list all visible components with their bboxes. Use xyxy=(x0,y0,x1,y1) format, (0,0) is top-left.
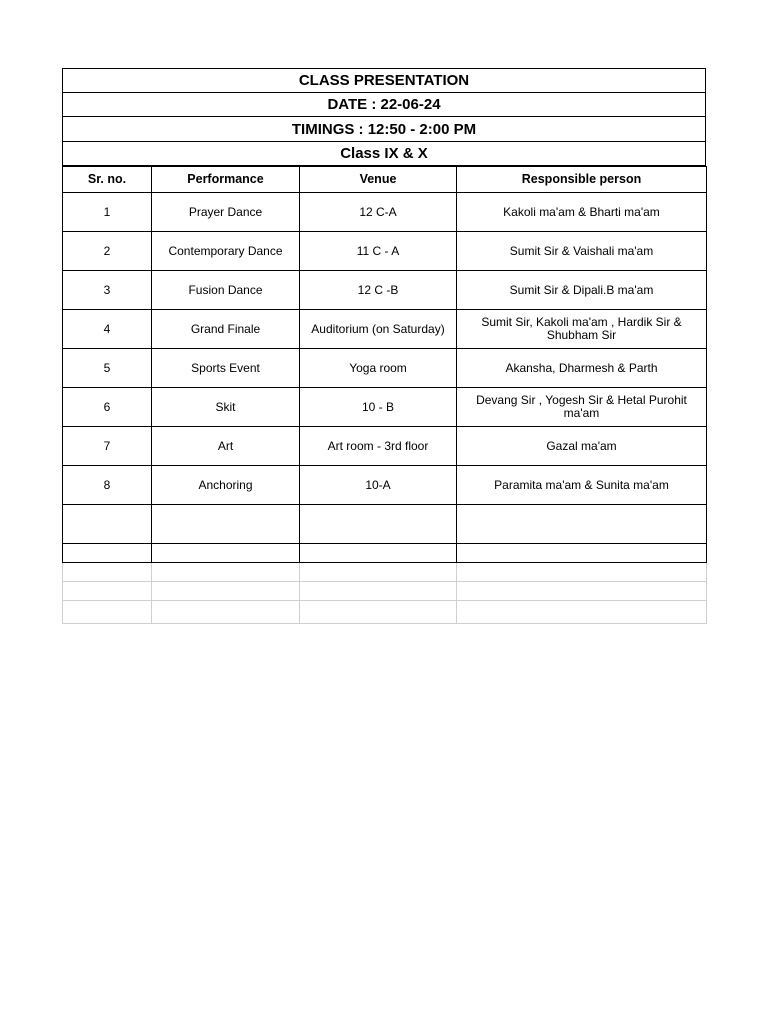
cell-sr-no: 6 xyxy=(63,388,152,427)
cell-responsible-person: Paramita ma'am & Sunita ma'am xyxy=(457,466,707,505)
empty-cell xyxy=(457,544,707,563)
cell-performance: Skit xyxy=(152,388,300,427)
grid-cell xyxy=(152,563,300,582)
cell-venue: 12 C-A xyxy=(300,193,457,232)
cell-performance: Anchoring xyxy=(152,466,300,505)
grid-cell xyxy=(300,601,457,624)
empty-row xyxy=(63,544,707,563)
grid-cell xyxy=(300,563,457,582)
col-header-sr-no: Sr. no. xyxy=(63,167,152,193)
cell-sr-no: 4 xyxy=(63,310,152,349)
cell-responsible-person: Sumit Sir & Dipali.B ma'am xyxy=(457,271,707,310)
grid-cell xyxy=(457,582,707,601)
col-header-performance: Performance xyxy=(152,167,300,193)
empty-cell xyxy=(152,544,300,563)
empty-cell xyxy=(457,505,707,544)
grid-cell xyxy=(152,601,300,624)
empty-cell xyxy=(300,544,457,563)
cell-venue: Yoga room xyxy=(300,349,457,388)
cell-venue: 12 C -B xyxy=(300,271,457,310)
cell-performance: Contemporary Dance xyxy=(152,232,300,271)
schedule-sheet xyxy=(62,68,706,624)
gridline-row xyxy=(63,601,707,624)
grid-cell xyxy=(152,582,300,601)
col-header-venue: Venue xyxy=(300,167,457,193)
sheet-title: CLASS PRESENTATION xyxy=(62,68,706,93)
cell-responsible-person: Gazal ma'am xyxy=(457,427,707,466)
date-line: DATE : 22-06-24 xyxy=(62,93,706,117)
grid-cell xyxy=(63,563,152,582)
empty-cell xyxy=(152,505,300,544)
cell-responsible-person: Kakoli ma'am & Bharti ma'am xyxy=(457,193,707,232)
table-row xyxy=(63,232,707,271)
cell-sr-no: 1 xyxy=(63,193,152,232)
cell-venue: 11 C - A xyxy=(300,232,457,271)
table-row xyxy=(63,310,707,349)
cell-venue: Auditorium (on Saturday) xyxy=(300,310,457,349)
empty-row xyxy=(63,505,707,544)
cell-venue: 10 - B xyxy=(300,388,457,427)
cell-performance: Prayer Dance xyxy=(152,193,300,232)
cell-performance: Fusion Dance xyxy=(152,271,300,310)
cell-responsible-person: Akansha, Dharmesh & Parth xyxy=(457,349,707,388)
schedule-table xyxy=(62,166,707,624)
cell-performance: Sports Event xyxy=(152,349,300,388)
cell-performance: Grand Finale xyxy=(152,310,300,349)
gridline-row xyxy=(63,563,707,582)
table-row xyxy=(63,388,707,427)
grid-cell xyxy=(300,582,457,601)
cell-responsible-person: Sumit Sir, Kakoli ma'am , Hardik Sir & Shubham Sir xyxy=(457,310,707,349)
cell-sr-no: 3 xyxy=(63,271,152,310)
empty-cell xyxy=(63,544,152,563)
cell-responsible-person: Devang Sir , Yogesh Sir & Hetal Purohit ma'am xyxy=(457,388,707,427)
empty-cell xyxy=(63,505,152,544)
table-row xyxy=(63,427,707,466)
col-header-responsible-person: Responsible person xyxy=(457,167,707,193)
table-row xyxy=(63,349,707,388)
table-row xyxy=(63,466,707,505)
grid-cell xyxy=(63,601,152,624)
cell-performance: Art xyxy=(152,427,300,466)
cell-sr-no: 7 xyxy=(63,427,152,466)
cell-responsible-person: Sumit Sir & Vaishali ma'am xyxy=(457,232,707,271)
grid-cell xyxy=(457,601,707,624)
grid-cell xyxy=(63,582,152,601)
table-header-row xyxy=(63,167,707,193)
grid-cell xyxy=(457,563,707,582)
table-row xyxy=(63,271,707,310)
cell-sr-no: 2 xyxy=(63,232,152,271)
cell-sr-no: 5 xyxy=(63,349,152,388)
table-row xyxy=(63,193,707,232)
gridline-row xyxy=(63,582,707,601)
class-line: Class IX & X xyxy=(62,142,706,166)
empty-cell xyxy=(300,505,457,544)
timings-line: TIMINGS : 12:50 - 2:00 PM xyxy=(62,117,706,142)
cell-venue: Art room - 3rd floor xyxy=(300,427,457,466)
cell-sr-no: 8 xyxy=(63,466,152,505)
cell-venue: 10-A xyxy=(300,466,457,505)
